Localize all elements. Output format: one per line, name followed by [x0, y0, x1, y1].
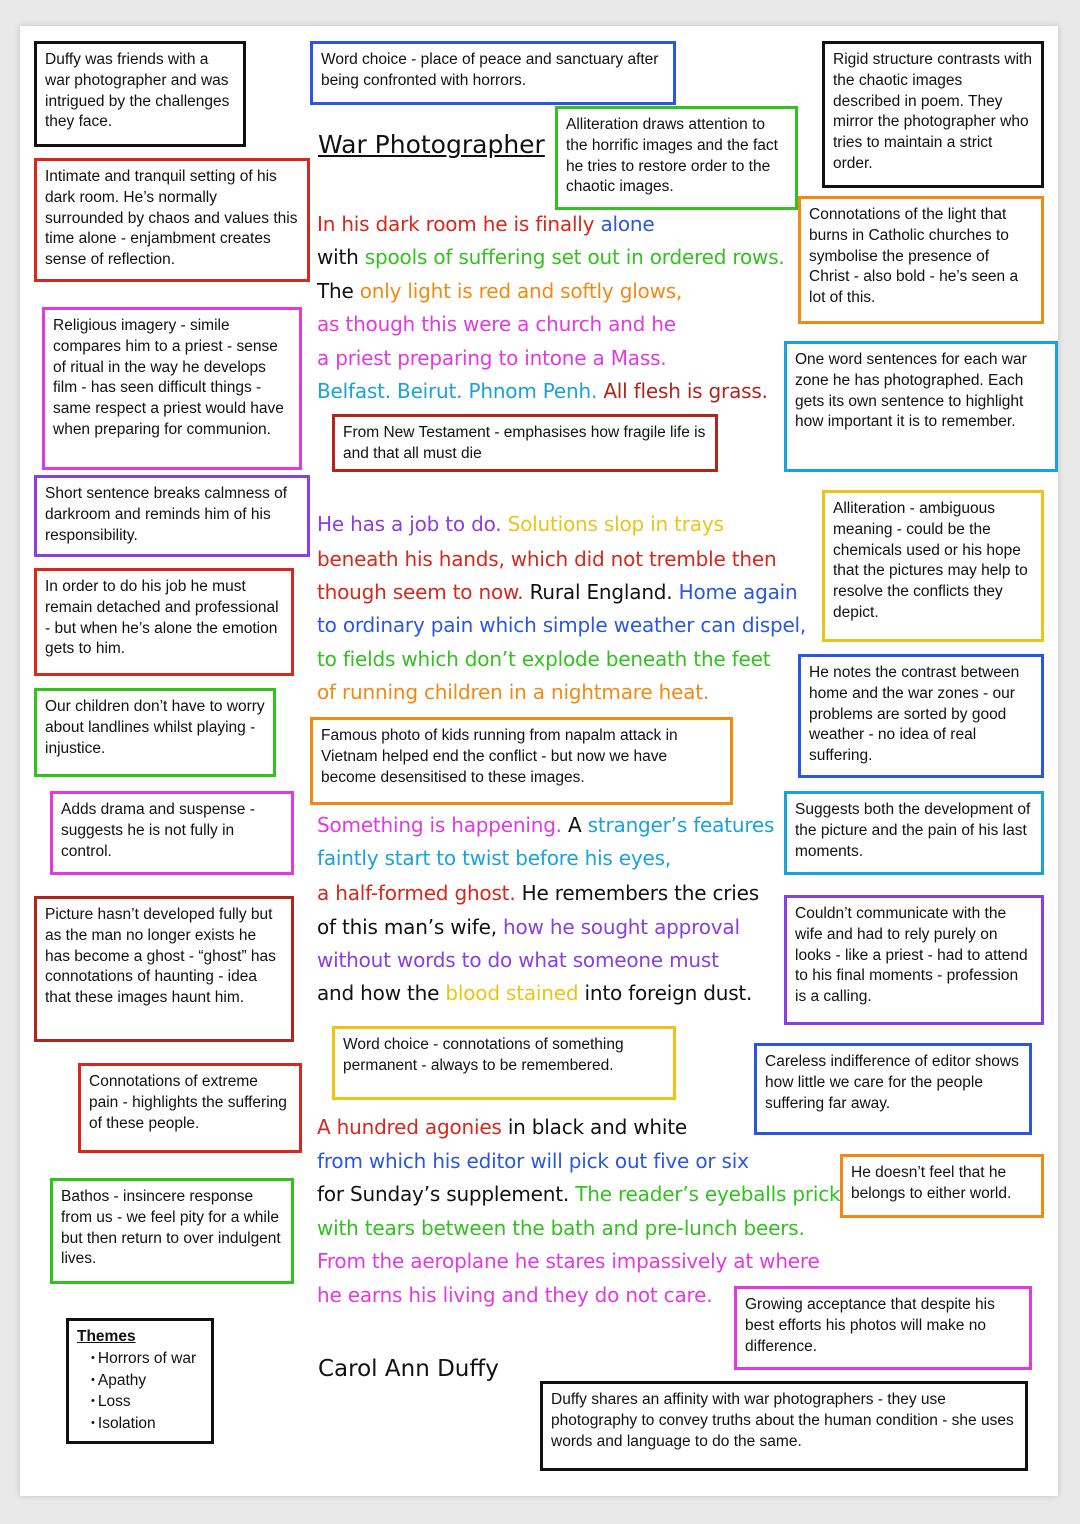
poem-segment: from which his editor will pick out five or six: [317, 1149, 749, 1173]
note-children-landmines: Our children don’t have to worry about landlines whilst playing - injustice.: [34, 688, 276, 777]
poem-segment: He remembers the cries: [515, 881, 759, 905]
note-one-word-sentences: One word sentences for each war zone he has photographed. Each gets its own sentence to highlight how important it is to remember.: [784, 341, 1058, 472]
note-word-choice-permanent: Word choice - connotations of something permanent - always to be remembered.: [332, 1026, 676, 1100]
poem-segment: only light is red and softly glows,: [359, 279, 683, 303]
poem-line: [317, 948, 719, 972]
note-doesnt-belong: He doesn’t feel that he belongs to either world.: [840, 1154, 1044, 1218]
poem-segment: to ordinary pain which simple weather can dispel,: [317, 613, 807, 637]
poem-segment: He has a job to do.: [317, 512, 502, 536]
themes-heading: Themes: [77, 1328, 136, 1345]
note-religious-imagery: Religious imagery - simile compares him to a priest - sense of ritual in the way he develops film - has seen difficult things - same respect a priest would have when preparing for communion.: [42, 307, 302, 470]
note-suggests-both: Suggests both the development of the picture and the pain of his last moments.: [784, 791, 1044, 875]
note-couldnt-communicate: Couldn’t communicate with the wife and had to rely purely on looks - like a priest - had to attend to his final moments - profession is a calling.: [784, 895, 1044, 1025]
poem-line: [317, 312, 676, 336]
note-rigid-structure: Rigid structure contrasts with the chaotic images described in poem. They mirror the photographer who tries to maintain a strict order.: [822, 41, 1044, 188]
poem-segment: Home again: [678, 580, 798, 604]
note-detached: In order to do his job he must remain detached and professional - but when he’s alone the emotion gets to him.: [34, 568, 294, 676]
poem-segment: of running children in a nightmare heat.: [317, 680, 710, 704]
poem-segment: though seem to now.: [317, 580, 524, 604]
poem-line: [317, 680, 709, 704]
poem-segment: In his dark room he is finally: [317, 212, 601, 236]
poem-segment: to fields which don’t explode beneath the feet: [317, 647, 771, 671]
poem-line: [317, 1283, 712, 1307]
poem-segment: A: [561, 813, 588, 837]
note-bathos: Bathos - insincere response from us - we feel pity for a while but then return to over indulgent lives.: [50, 1178, 294, 1284]
note-growing-acceptance: Growing acceptance that despite his best efforts his photos will make no difference.: [734, 1286, 1032, 1370]
poem-line: [317, 547, 776, 571]
note-famous-photo: Famous photo of kids running from napalm attack in Vietnam helped end the conflict - but now we have become desensitised to these images.: [310, 717, 733, 805]
poem-segment: All flesh is grass.: [597, 379, 768, 403]
poem-segment: alone: [600, 212, 655, 236]
poem-segment: with: [317, 245, 365, 269]
poem-segment: into foreign dust.: [578, 981, 753, 1005]
poem-segment: a priest preparing to intone a Mass.: [317, 346, 667, 370]
poem-segment: Solutions slop in trays: [501, 512, 724, 536]
note-careless-editor: Careless indifference of editor shows how little we care for the people suffering far away.: [754, 1043, 1032, 1135]
theme-item: • Horrors of war: [91, 1348, 203, 1370]
poem-line: [317, 1182, 840, 1206]
poem-author: Carol Ann Duffy: [318, 1356, 499, 1382]
poem-segment: in black and white: [501, 1115, 687, 1139]
note-contrast-home: He notes the contrast between home and the war zones - our problems are sorted by good weather - no idea of real suffering.: [798, 654, 1044, 778]
poem-segment: Belfast. Beirut. Phnom Penh.: [317, 379, 598, 403]
note-connotations-light: Connotations of the light that burns in Catholic churches to symbolise the presence of Christ - also bold - he’s seen a lot of this.: [798, 196, 1044, 324]
poem-line: [317, 279, 682, 303]
poem-line: [317, 379, 768, 403]
poem-line: [317, 915, 740, 939]
poem-segment: A hundred agonies: [317, 1115, 502, 1139]
poem-segment: stranger’s features: [587, 813, 775, 837]
poem-segment: The reader’s eyeballs prick: [575, 1182, 841, 1206]
theme-item: • Isolation: [91, 1413, 203, 1435]
poem-segment: as though this were a church and he: [317, 312, 676, 336]
note-short-sentence: Short sentence breaks calmness of darkroom and reminds him of his responsibility.: [34, 475, 310, 557]
theme-item: • Apathy: [91, 1370, 203, 1392]
poem-line: [317, 813, 774, 837]
note-extreme-pain: Connotations of extreme pain - highlights the suffering of these people.: [78, 1063, 302, 1153]
poem-segment: beneath his hands, which did not tremble then: [317, 547, 777, 571]
poem-segment: The: [317, 279, 360, 303]
note-word-choice-place: Word choice - place of peace and sanctuary after being confronted with horrors.: [310, 41, 676, 105]
poem-line: [317, 981, 752, 1005]
poem-segment: how he sought approval: [503, 915, 740, 939]
poem-segment: and how the: [317, 981, 446, 1005]
note-friends: Duffy was friends with a war photographer and was intrigued by the challenges they face.: [34, 41, 246, 147]
poem-line: [317, 245, 785, 269]
poem-line: [317, 1115, 687, 1139]
themes-list: [77, 1348, 203, 1435]
poem-segment: for Sunday’s supplement.: [317, 1182, 576, 1206]
poem-segment: without words to do what someone must: [317, 948, 719, 972]
poem-segment: a half-formed ghost.: [317, 881, 516, 905]
poem-line: [317, 846, 671, 870]
poem-line: [317, 1149, 749, 1173]
poem-line: [317, 346, 666, 370]
poem-title: War Photographer: [318, 130, 545, 159]
poem-segment: he earns his living and they do not care.: [317, 1283, 713, 1307]
poem-line: [317, 512, 724, 536]
poem-segment: blood stained: [445, 981, 579, 1005]
poem-line: [317, 1216, 805, 1240]
poem-line: [317, 647, 770, 671]
note-alliteration-horrific: Alliteration draws attention to the horrific images and the fact he tries to restore order to the chaotic images.: [555, 106, 798, 210]
poem-segment: of this man’s wife,: [317, 915, 504, 939]
poem-line: [317, 1249, 820, 1273]
poem-segment: Something is happening.: [317, 813, 562, 837]
poem-segment: spools of suffering set out in ordered rows.: [364, 245, 785, 269]
poem-line: [317, 881, 759, 905]
note-alliteration-ambiguous: Alliteration - ambiguous meaning - could be the chemicals used or his hope that the pictures may help to resolve the conflicts they depict.: [822, 490, 1044, 642]
note-intimate-setting: Intimate and tranquil setting of his dark room. He’s normally surrounded by chaos and values this time alone - enjambment creates sense of reflection.: [34, 158, 310, 282]
poem-segment: Rural England.: [523, 580, 679, 604]
poem-line: [317, 613, 806, 637]
poem-segment: with tears between the bath and pre-lunch beers.: [317, 1216, 805, 1240]
note-affinity: Duffy shares an affinity with war photographers - they use photography to convey truths about the human condition - she uses words and language to do the same.: [540, 1381, 1028, 1471]
note-new-testament: From New Testament - emphasises how fragile life is and that all must die: [332, 414, 718, 472]
note-ghost: Picture hasn’t developed fully but as the man no longer exists he has become a ghost - “ghost” has connotations of haunting - idea that these images haunt him.: [34, 896, 294, 1042]
poem-segment: faintly start to twist before his eyes,: [317, 846, 672, 870]
poem-segment: From the aeroplane he stares impassively at where: [317, 1249, 820, 1273]
note-adds-drama: Adds drama and suspense - suggests he is not fully in control.: [50, 791, 294, 875]
poem-line: [317, 580, 797, 604]
poem-line: [317, 212, 655, 236]
themes-box: [66, 1318, 214, 1444]
theme-item: • Loss: [91, 1391, 203, 1413]
